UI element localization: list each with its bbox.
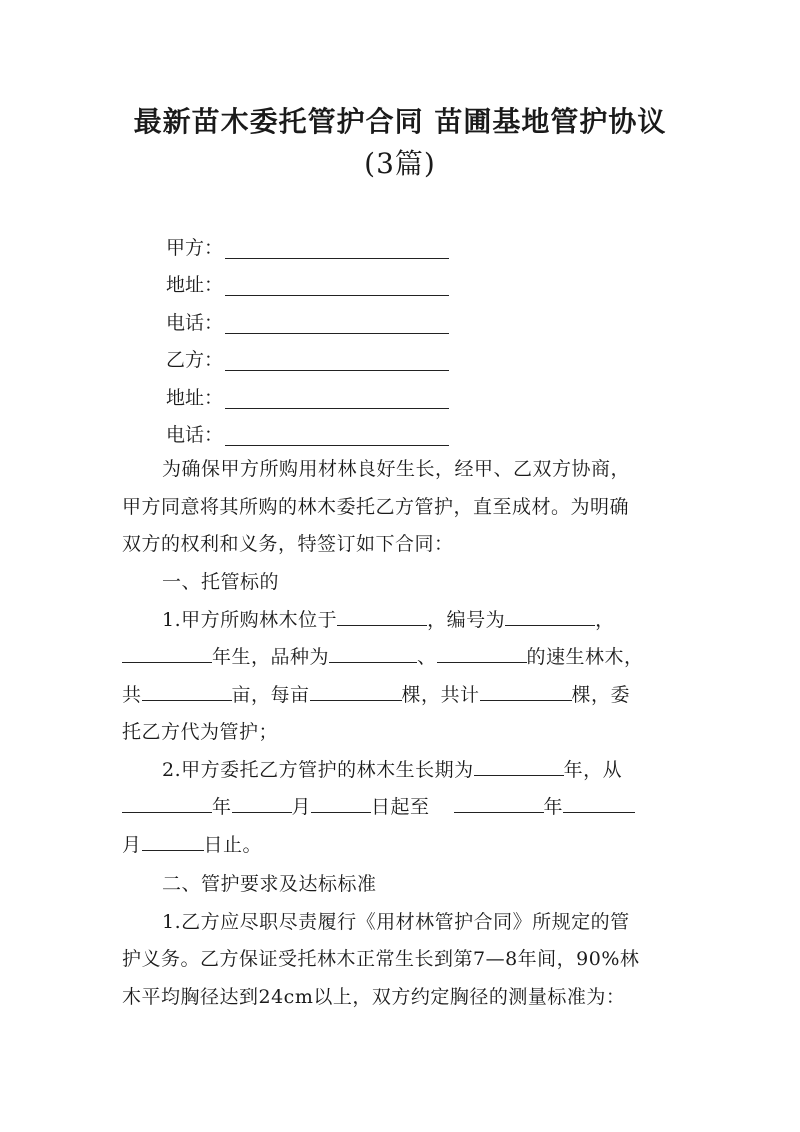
blank-line: [122, 640, 212, 663]
clause-text: ，编号为: [427, 608, 506, 631]
section-heading: 一、托管标的: [162, 571, 280, 593]
intro-paragraph: [122, 451, 692, 564]
section-heading: 二、管护要求及达标标准: [162, 873, 377, 895]
field-label: 地址：: [166, 387, 224, 409]
clause-text: 年生，品种为: [212, 646, 330, 668]
clause-text: 的速生林木，: [526, 646, 644, 668]
text-line: 护义务。乙方保证受托林木正常生长到第7—8年间，90%林: [122, 948, 640, 970]
blank-line: [505, 603, 595, 626]
section-2: [122, 866, 692, 1016]
clause-text: 月: [291, 796, 312, 818]
blank-line: [437, 640, 527, 663]
blank-line: [225, 271, 449, 296]
party-b-field: [166, 346, 449, 374]
clause-text: 年，从: [563, 758, 623, 781]
clause-line: [122, 789, 692, 827]
text-line: 为确保甲方所购用材林良好生长，经甲、乙双方协商，: [162, 458, 631, 480]
blank-line: [329, 640, 417, 663]
blank-line: [122, 790, 212, 813]
clause-text: 亩，每亩: [231, 683, 310, 706]
party-a-field: [166, 234, 449, 262]
clause-text: ，: [595, 608, 615, 631]
blank-line: [310, 678, 402, 701]
blank-line: [225, 346, 449, 371]
text-line: 木平均胸径达到24cm以上，双方约定胸径的测量标准为：: [122, 985, 626, 1008]
blank-line: [225, 384, 449, 409]
document-title-subline: (3篇): [364, 147, 436, 180]
clause-text: 年: [212, 796, 232, 818]
clause-text: 日起至: [371, 796, 430, 818]
party-b-phone-field: [166, 421, 449, 449]
clause-text: 棵，委: [571, 683, 631, 706]
party-b-address-field: [166, 384, 449, 412]
clause-line: [122, 827, 692, 865]
blank-line: [225, 234, 449, 259]
field-label: 地址：: [166, 274, 224, 296]
clause-line: [122, 752, 692, 790]
party-a-address-field: [166, 271, 449, 299]
field-label: 乙方：: [166, 349, 224, 371]
clause-line: 托乙方代为管护；: [122, 721, 279, 743]
clause-text: 、: [417, 646, 437, 668]
blank-line: [142, 678, 232, 701]
blank-line: [337, 603, 427, 626]
field-label: 甲方：: [166, 237, 224, 259]
text-line: 双方的权利和义务，特签订如下合同：: [122, 533, 454, 555]
clause-text: 日止。: [203, 833, 263, 856]
spacer: [430, 791, 454, 813]
clause-text: 棵，共计: [401, 683, 480, 706]
clause-line: [122, 639, 692, 677]
field-label: 电话：: [166, 424, 224, 446]
clause-line: [122, 677, 692, 715]
blank-line: [480, 678, 572, 701]
blank-line: [225, 421, 449, 446]
field-label: 电话：: [166, 312, 224, 334]
blank-line: [563, 790, 635, 813]
text-line: 1.乙方应尽职尽责履行《用材林管护合同》所规定的管: [162, 910, 630, 933]
clause-text: 年: [543, 796, 564, 818]
clause-line: [122, 602, 692, 640]
party-a-phone-field: [166, 309, 449, 337]
blank-line: [225, 309, 449, 334]
blank-line: [454, 790, 544, 813]
clause-text: 1.甲方所购林木位于: [162, 608, 338, 631]
blank-line: [311, 790, 371, 813]
blank-line: [474, 753, 564, 776]
clause-text: 共: [122, 683, 142, 706]
blank-line: [142, 828, 204, 851]
document-title: 最新苗木委托管护合同 苗圃基地管护协议: [133, 105, 667, 138]
clause-text: 月: [122, 833, 142, 856]
text-line: 甲方同意将其所购的林木委托乙方管护，直至成材。为明确: [122, 495, 630, 518]
section-1: [122, 564, 692, 864]
clause-text: 2.甲方委托乙方管护的林木生长期为: [162, 758, 474, 781]
blank-line: [232, 790, 292, 813]
